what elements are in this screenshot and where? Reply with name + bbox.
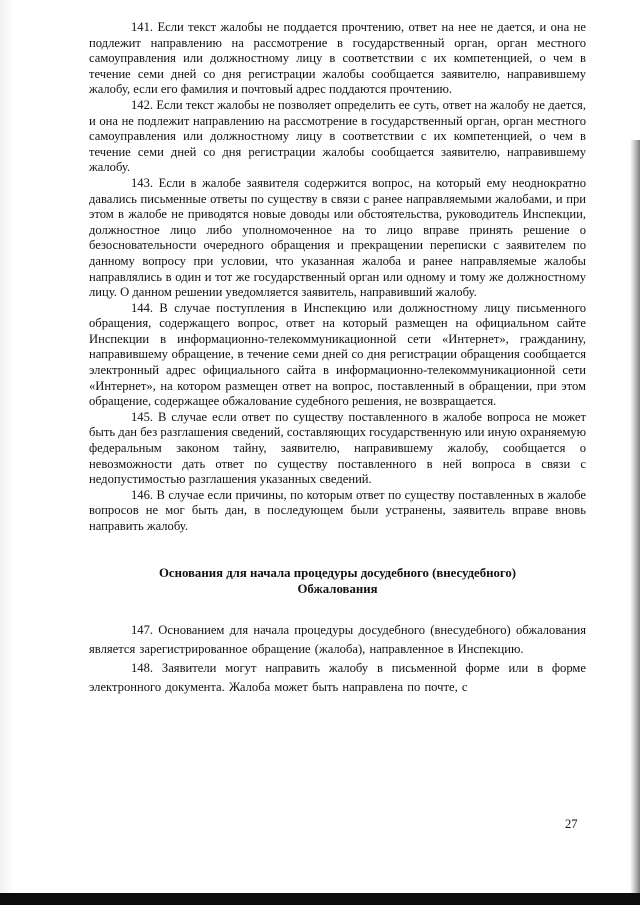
paragraph-147: 147. Основанием для начала процедуры досудебного (внесудебного) обжалования является зарегистрированное обращение (жалоба), направленное в Инспекцию. [89,622,586,656]
paragraph-144: 144. В случае поступления в Инспекцию или должностному лицу письменного обращения, содержащего вопрос, ответ на который размещен на официальном сайте Инспекции в информационно-телекоммуникационной сети «Интернет», гражданину, направившему обращение, в течение семи дней со дня регистрации обращения сообщается электронный адрес официального сайта в информационно-телекоммуникационной сети «Интернет», на котором размещен ответ на вопрос, поставленный в обращении, при этом обращение, содержащее обжалование судебного решения, не возвращается. [89,300,586,409]
paragraph-146: 146. В случае если причины, по которым ответ по существу поставленных в жалобе вопросов не мог быть дан, в последующем были устранены, заявитель вправе вновь направить жалобу. [89,487,586,533]
document-body [89,20,586,697]
scan-shadow-left [0,0,14,905]
paragraph-145: 145. В случае если ответ по существу поставленного в жалобе вопроса не может быть дан без разглашения сведений, составляющих государственную или иную охраняемую федеральным законом тайну, заявителю, направившему жалобу, сообщается о невозможности дать ответ по существу поставленного в ней вопроса в связи с недопустимостью разглашения указанных сведений. [89,409,586,487]
section-heading-line-2: Обжалования [297,581,378,596]
section-heading [89,565,586,597]
paragraph-141: 141. Если текст жалобы не поддается прочтению, ответ на нее не дается, и она не подлежит направлению на рассмотрение в государственный орган, орган местного самоуправления или должностному лицу в соответствии с их компетенцией, о чем в течение семи дней со дня регистрации жалобы сообщается заявителю, направившему жалобу, если его фамилия и почтовый адрес поддаются прочтению. [89,20,586,97]
paragraph-142: 142. Если текст жалобы не позволяет определить ее суть, ответ на жалобу не дается, и она не подлежит направлению на рассмотрение в государственный орган, орган местного самоуправления или должностному лицу в соответствии с их компетенцией, о чем в течение семи дней со дня регистрации жалобы сообщается заявителю, направившему жалобу. [89,97,586,175]
paragraph-143: 143. Если в жалобе заявителя содержится вопрос, на который ему неоднократно давались письменные ответы по существу в связи с ранее направляемыми жалобами, и при этом в жалобе не приводятся новые доводы или обстоятельства, руководитель Инспекции, должностное лицо либо уполномоченное на то лицо вправе принять решение о безосновательности очередного обращения и прекращении переписки с заявителем по данному вопросу при условии, что указанная жалоба и ранее направляемые жалобы направлялись в один и тот же государственный орган или одному и тому же должностному лицу. О данном решении уведомляется заявитель, направивший жалобу. [89,175,586,300]
scan-shadow-bottom [0,893,640,905]
page-number: 27 [565,817,578,831]
paragraph-148: 148. Заявители могут направить жалобу в письменной форме или в форме электронного документа. Жалоба может быть направлена по почте, с [89,660,586,694]
section-heading-line-1: Основания для начала процедуры досудебного (внесудебного) [158,565,517,580]
scan-shadow-right [630,140,640,905]
